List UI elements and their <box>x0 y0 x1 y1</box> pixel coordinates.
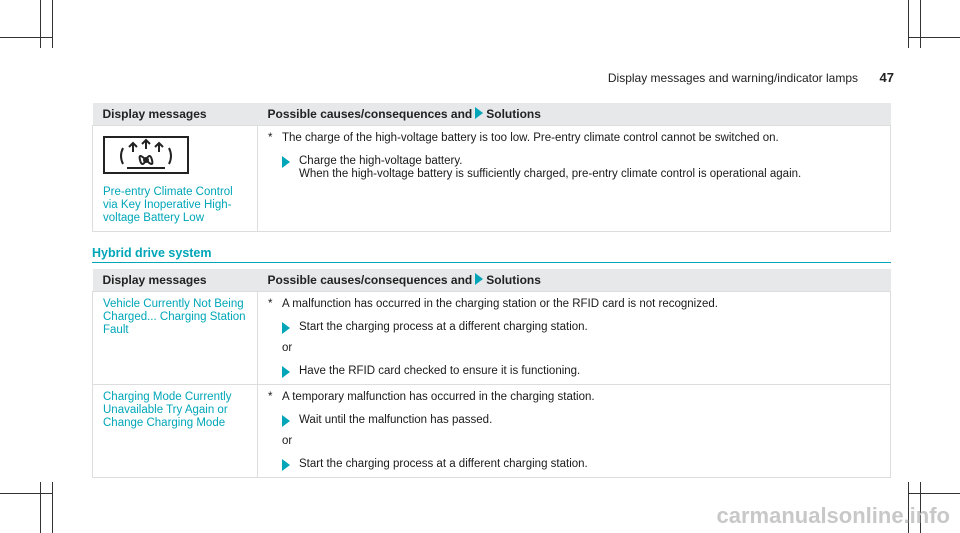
crop-mark <box>52 482 53 533</box>
running-header: Display messages and warning/indicator lamps <box>607 71 858 85</box>
cause-note: * The charge of the high-voltage battery is too low. Pre-entry climate control cannot be switched on. <box>268 132 779 144</box>
arrow-icon <box>282 415 290 427</box>
crop-mark <box>908 37 960 38</box>
table-header-row <box>93 269 891 292</box>
crop-mark <box>52 0 53 48</box>
message-text: Charging Mode Currently Unavailable Try Again or Change Charging Mode <box>103 391 232 429</box>
section-title: Hybrid drive system <box>92 246 212 260</box>
cause-note: * A malfunction has occurred in the charging station or the RFID card is not recognized. <box>268 298 718 310</box>
display-messages-table-2 <box>92 269 891 478</box>
solution-cell <box>258 126 891 232</box>
watermark: carmanualsonline.info <box>716 503 950 528</box>
asterisk-icon: * <box>268 132 273 144</box>
solution-step: Have the RFID card checked to ensure it is functioning. <box>282 365 880 378</box>
table-row <box>93 385 891 478</box>
col-header-causes-solutions: Possible causes/consequences and Solutions <box>258 103 891 126</box>
crop-mark <box>908 493 960 494</box>
message-cell <box>93 385 258 478</box>
solution-cell <box>258 385 891 478</box>
message-text: Pre-entry Climate Control via Key Inoperative High-voltage Battery Low <box>103 186 233 224</box>
cause-note: * A temporary malfunction has occurred in the charging station. <box>268 391 595 403</box>
col-header-display-messages: Display messages <box>93 269 258 292</box>
section-divider <box>92 262 891 263</box>
crop-mark <box>40 0 41 48</box>
arrow-icon <box>282 459 290 471</box>
page-number: 47 <box>879 70 894 85</box>
solution-step: Wait until the malfunction has passed. <box>282 414 880 427</box>
arrow-icon <box>475 273 483 285</box>
col-header-causes-solutions: Possible causes/consequences and Solutions <box>258 269 891 292</box>
crop-mark <box>0 493 52 494</box>
solution-step: Start the charging process at a different charging station. <box>282 321 880 334</box>
display-messages-table-1 <box>92 103 891 232</box>
table-header-row <box>93 103 891 126</box>
crop-mark <box>920 0 921 48</box>
crop-mark <box>40 482 41 533</box>
table-row <box>93 126 891 232</box>
message-text: Vehicle Currently Not Being Charged... Charging Station Fault <box>103 298 246 336</box>
or-separator: or <box>282 342 293 354</box>
solution-step: Charge the high-voltage battery. When the high-voltage battery is sufficiently charged, pre-entry climate control is operational again. <box>282 155 880 181</box>
solution-step: Start the charging process at a different charging station. <box>282 458 880 471</box>
solution-cell <box>258 292 891 385</box>
crop-mark <box>0 37 52 38</box>
arrow-icon <box>282 322 290 334</box>
arrow-icon <box>282 156 290 168</box>
climate-battery-warning-icon <box>103 136 189 174</box>
arrow-icon <box>282 366 290 378</box>
message-cell <box>93 292 258 385</box>
arrow-icon <box>475 107 483 119</box>
message-cell <box>93 126 258 232</box>
table-row <box>93 292 891 385</box>
crop-mark <box>908 0 909 48</box>
asterisk-icon: * <box>268 298 273 310</box>
or-separator: or <box>282 435 293 447</box>
col-header-display-messages: Display messages <box>93 103 258 126</box>
asterisk-icon: * <box>268 391 273 403</box>
